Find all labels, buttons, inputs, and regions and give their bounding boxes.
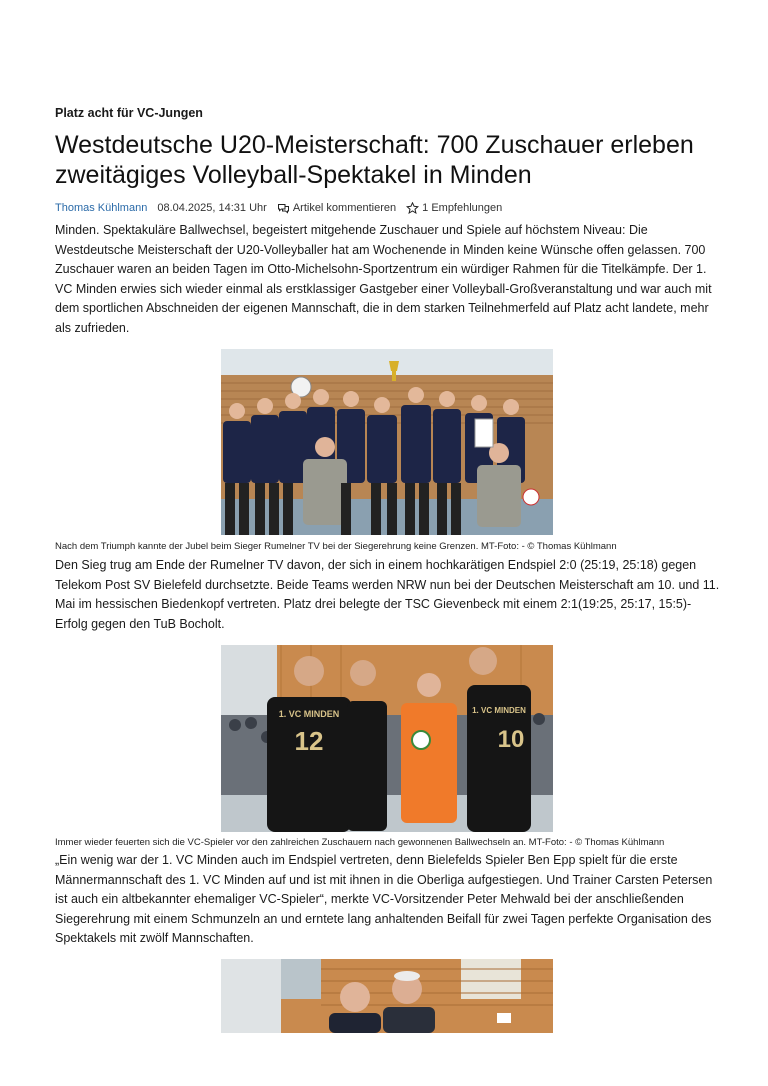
article-headline: Westdeutsche U20-Meisterschaft: 700 Zuschauer erleben zweitägiges Volleyball-Spektakel in Minden (55, 131, 694, 189)
comment-label: Artikel kommentieren (292, 202, 397, 214)
author-link[interactable]: Thomas Kühlmann (55, 202, 148, 214)
comment-button[interactable] (277, 202, 396, 214)
article-paragraph-1: Minden. Spektakuläre Ballwechsel, begeistert mitgehende Zuschauer und Spiele auf höchstem Niveau: Die Westdeutsche Meisterschaft der U20-Volleyballer hat am Wochenende in Minden keine Wünsche offen gelassen. 700 Zuschauer waren an beiden Tagen im Otto-Michelsohn-Sportzentrum ein würdiger Rahmen für die Titelkämpfe. Der 1. VC Minden erwies sich wieder einmal als erstklassiger Gastgeber einer Volleyball-Großveranstaltung und war auch mit dem sportlichen Abschneiden der eigenen Mannschaft, die in dem starken Teilnehmerfeld auf Platz acht landete, mehr als zufrieden. (55, 223, 712, 335)
photo-caption-2: Immer wieder feuerten sich die VC-Spieler vor den zahlreichen Zuschauern nach gewonnenen Ballwechseln an. MT-Foto: - © Thomas Kühlmann (55, 837, 665, 848)
photo-players-cheering (221, 645, 553, 832)
photo-team-celebration (221, 349, 553, 535)
jersey-name-left: 1. VC MINDEN (278, 709, 340, 719)
jersey-number-right: 10 (497, 726, 525, 753)
jersey-number-left: 12 (294, 726, 324, 756)
recommend-button[interactable] (406, 202, 502, 214)
jersey-name-right: 1. VC MINDEN (472, 706, 526, 715)
comment-icon (277, 203, 290, 214)
publish-date: 08.04.2025, 14:31 Uhr (157, 202, 267, 214)
article-paragraph-3: „Ein wenig war der 1. VC Minden auch im Endspiel vertreten, denn Bielefelds Spieler Ben Epp spielt für die erste Männermannschaft des 1. VC Minden auf und ist mit ihnen in die Oberliga aufgestiegen. Und Trainer Carsten Petersen ist auch ein altbekannter ehemaliger VC-Spieler“, merkte VC-Vorsitzender Peter Mehwald bei der anschließenden Siegerehrung mit einem Schmunzeln an und erntete lang anhaltenden Beifall für zwei Tagen perfekte Organisation des Spektakels mit zwölf Mannschaften. (55, 853, 713, 945)
photo-officials (221, 959, 553, 1033)
recommend-label: 1 Empfehlungen (422, 202, 503, 214)
article-paragraph-2: Den Sieg trug am Ende der Rumelner TV davon, der sich in einem hochkarätigen Endspiel 2:0 (25:19, 25:18) gegen Telekom Post SV Bielefeld durchsetzte. Beide Teams werden NRW nun bei der Deutschen Meisterschaft am 10. und 11. Mai im hessischen Biedenkopf vertreten. Platz drei belegte der TSC Gievenbeck mit einem 2:1(19:25, 25:17, 15:5)-Erfolg gegen den TuB Bocholt. (55, 558, 720, 631)
photo-caption-1: Nach dem Triumph kannte der Jubel beim Sieger Rumelner TV bei der Siegerehrung keine Grenzen. MT-Foto: - © Thomas Kühlmann (55, 541, 617, 552)
star-icon (406, 202, 419, 214)
article-meta (55, 202, 502, 214)
article-kicker: Platz acht für VC-Jungen (55, 106, 203, 120)
